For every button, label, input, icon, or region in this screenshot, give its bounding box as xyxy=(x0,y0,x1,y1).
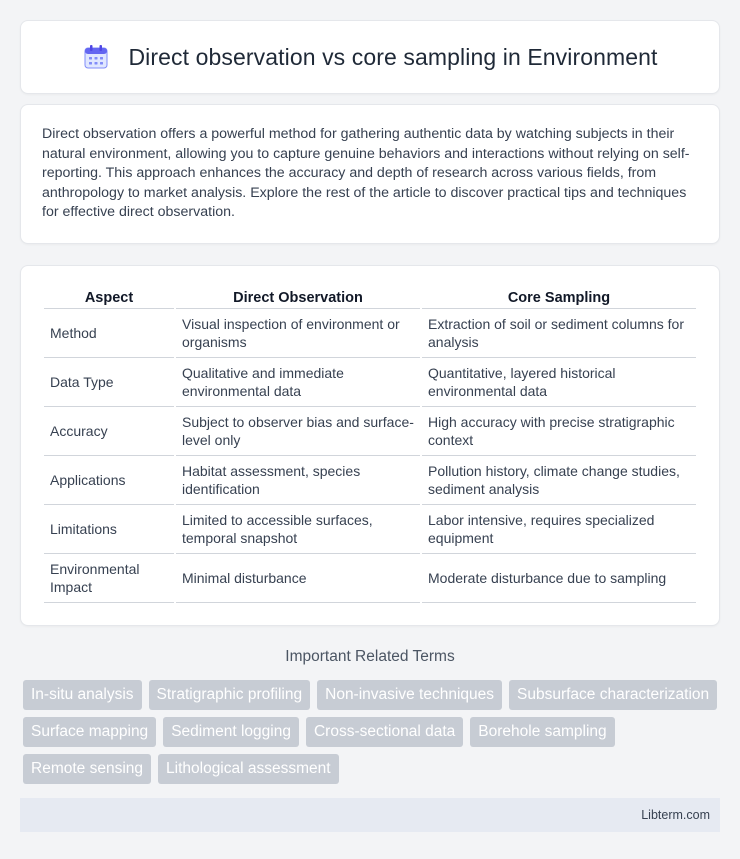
row-core: Moderate disturbance due to sampling xyxy=(422,554,696,603)
tag-subsurface-characterization[interactable]: Subsurface characterization xyxy=(509,680,717,710)
header-direct-observation: Direct Observation xyxy=(176,288,420,309)
row-aspect: Environmental Impact xyxy=(44,554,174,603)
tag-borehole-sampling[interactable]: Borehole sampling xyxy=(470,717,614,747)
row-aspect: Data Type xyxy=(44,358,174,407)
tag-surface-mapping[interactable]: Surface mapping xyxy=(23,717,156,747)
related-terms-title: Important Related Terms xyxy=(285,647,455,665)
tag-lithological-assessment[interactable]: Lithological assessment xyxy=(158,754,339,784)
row-core: High accuracy with precise stratigraphic context xyxy=(422,407,696,456)
tag-non-invasive-techniques[interactable]: Non-invasive techniques xyxy=(317,680,502,710)
page-title: Direct observation vs core sampling in Environment xyxy=(128,43,658,70)
table-row xyxy=(44,456,696,505)
footer-brand[interactable]: Libterm.com xyxy=(641,807,710,822)
row-direct: Qualitative and immediate environmental data xyxy=(176,358,420,407)
header-aspect: Aspect xyxy=(44,288,174,309)
row-core: Labor intensive, requires specialized equipment xyxy=(422,505,696,554)
row-core: Extraction of soil or sediment columns for analysis xyxy=(422,309,696,358)
table-row xyxy=(44,309,696,358)
tag-stratigraphic-profiling[interactable]: Stratigraphic profiling xyxy=(149,680,311,710)
table-row xyxy=(44,505,696,554)
title-card xyxy=(20,20,720,94)
row-aspect: Limitations xyxy=(44,505,174,554)
row-core: Quantitative, layered historical environmental data xyxy=(422,358,696,407)
row-aspect: Method xyxy=(44,309,174,358)
row-direct: Limited to accessible surfaces, temporal snapshot xyxy=(176,505,420,554)
row-aspect: Applications xyxy=(44,456,174,505)
related-terms-list xyxy=(20,666,720,784)
intro-card xyxy=(20,104,720,244)
tag-sediment-logging[interactable]: Sediment logging xyxy=(163,717,299,747)
tag-remote-sensing[interactable]: Remote sensing xyxy=(23,754,151,784)
row-core: Pollution history, climate change studies, sediment analysis xyxy=(422,456,696,505)
row-direct: Minimal disturbance xyxy=(176,554,420,603)
row-direct: Visual inspection of environment or organisms xyxy=(176,309,420,358)
footer xyxy=(20,798,720,832)
intro-text: Direct observation offers a powerful method for gathering authentic data by watching subjects in their natural environment, allowing you to capture genuine behaviors and interactions without relying on self-reporting. This approach enhances the accuracy and depth of research across various fields, from anthropology to market analysis. Explore the rest of the article to discover practical tips and techniques for effective direct observation. xyxy=(42,126,690,220)
header-core-sampling: Core Sampling xyxy=(422,288,696,309)
calendar-icon xyxy=(82,43,110,71)
row-direct: Habitat assessment, species identification xyxy=(176,456,420,505)
row-aspect: Accuracy xyxy=(44,407,174,456)
tag-in-situ-analysis[interactable]: In-situ analysis xyxy=(23,680,142,710)
table-header-row xyxy=(44,288,696,309)
tag-cross-sectional-data[interactable]: Cross-sectional data xyxy=(306,717,463,747)
table-row xyxy=(44,554,696,603)
table-row xyxy=(44,407,696,456)
comparison-table xyxy=(42,288,698,603)
comparison-card xyxy=(20,265,720,626)
table-row xyxy=(44,358,696,407)
row-direct: Subject to observer bias and surface-level only xyxy=(176,407,420,456)
